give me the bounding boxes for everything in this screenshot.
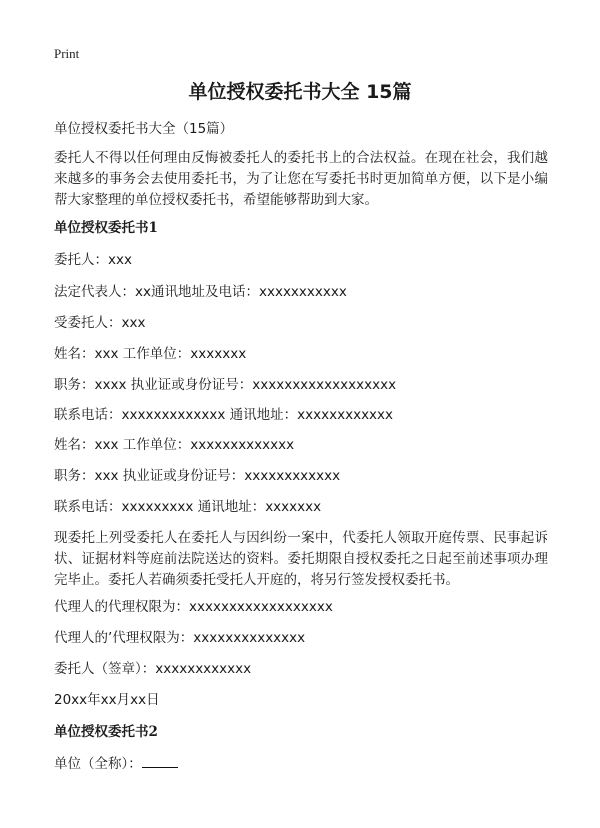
field-line: 法定代表人：xx通讯地址及电话：xxxxxxxxxxx: [54, 284, 347, 300]
field-line: 姓名：xxx 工作单位：xxxxxxxxxxxxx: [54, 437, 295, 453]
field-line: 姓名：xxx 工作单位：xxxxxxx: [54, 346, 247, 362]
print-link[interactable]: Print: [54, 46, 80, 61]
page-title: 单位授权委托书大全 15篇: [188, 81, 412, 103]
field-line: 联系电话：xxxxxxxxx 通讯地址：xxxxxxx: [54, 499, 322, 515]
intro-paragraph: 委托人不得以任何理由反悔被委托人的委托书上的合法权益。在现在社会，我们越来越多的事务会去使用委托书，为了让您在写委托书时更加简单方便，以下是小编帮大家整理的单位授权委托书，希望能够帮助到大家。: [54, 150, 548, 208]
field-line: 职务：xxxx 执业证或身份证号：xxxxxxxxxxxxxxxxxx: [54, 377, 397, 393]
section-1-heading: 单位授权委托书1: [54, 220, 158, 236]
unit-name-blank: [142, 753, 178, 768]
authorization-paragraph: 现委托上列受委托人在委托人与因纠纷一案中，代委托人领取开庭传票、民事起诉状、证据材料等庭前法院送达的资料。委托期限自授权委托之日起至前述事项办理完毕止。委托人若确须委托受托人开庭的，将另行签发授权委托书。: [54, 530, 548, 588]
field-line: 受委托人：xxx: [54, 315, 146, 331]
date-line: 20xx年xx月xx日: [54, 692, 160, 708]
unit-name-line: [54, 753, 178, 774]
field-line: 委托人：xxx: [54, 252, 132, 268]
field-line: 职务：xxx 执业证或身份证号：xxxxxxxxxxxx: [54, 468, 341, 484]
section-2-heading: 单位授权委托书2: [54, 724, 158, 740]
field-line: 联系电话：xxxxxxxxxxxxx 通讯地址：xxxxxxxxxxxx: [54, 407, 394, 423]
field-line: 代理人的’代理权限为：xxxxxxxxxxxxxx: [54, 630, 306, 646]
document-subtitle: 单位授权委托书大全（15篇）: [54, 121, 234, 137]
unit-name-label: 单位（全称）：: [54, 756, 142, 772]
signature-line: 委托人（签章）：xxxxxxxxxxxx: [54, 661, 252, 677]
field-line: 代理人的代理权限为：xxxxxxxxxxxxxxxxxx: [54, 599, 333, 615]
